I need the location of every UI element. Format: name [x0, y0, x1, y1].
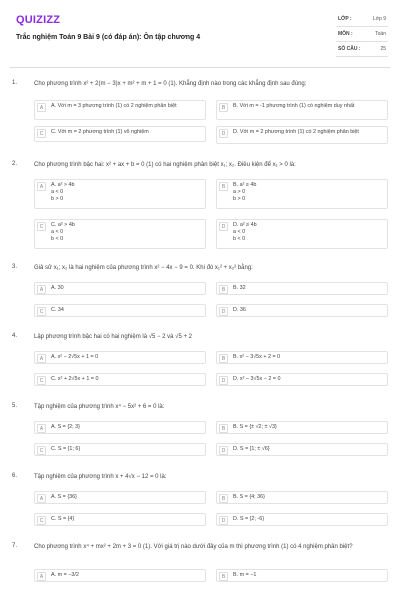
option-c[interactable] — [34, 126, 206, 142]
option-a[interactable] — [34, 421, 206, 434]
option-letter: D — [219, 516, 228, 525]
meta-value: Lớp 9 — [372, 16, 386, 22]
meta-key: MÔN : — [338, 31, 353, 37]
option-a[interactable] — [34, 179, 206, 209]
option-letter: A — [37, 494, 46, 503]
question-5 — [12, 403, 390, 459]
option-letter: A — [37, 354, 46, 363]
question-number: 4. — [12, 333, 18, 339]
option-letter: B — [219, 354, 228, 363]
option-letter: C — [37, 376, 46, 385]
option-letter: D — [219, 222, 228, 231]
meta-row-class — [336, 12, 388, 27]
question-2 — [12, 161, 390, 251]
option-text: C. S = {4} — [51, 516, 75, 522]
option-a[interactable] — [34, 282, 206, 295]
meta-key: LỚP : — [338, 16, 352, 22]
page-title: Trắc nghiệm Toán 9 Bài 9 (có đáp án): Ôn tập chương 4 — [16, 34, 201, 41]
question-text: Cho phương trình x⁴ + mx² + 2m + 3 = 0 (1). Với giá trị nào dưới đây của m thì phương trình (1) có 4 nghiệm phân biệt? — [34, 544, 353, 550]
option-text: D. S = {1; ± √6} — [233, 446, 270, 452]
option-text: C. x² + 2√5x + 1 = 0 — [51, 376, 99, 382]
option-b[interactable] — [216, 351, 388, 364]
question-number: 7. — [12, 543, 18, 549]
option-text: B. a² ≥ 4b a > 0 b > 0 — [233, 182, 257, 202]
option-letter: C — [37, 222, 46, 231]
option-text: A. m = −3/2 — [51, 572, 79, 578]
question-6 — [12, 473, 390, 529]
question-text: Tập nghiệm của phương trình x + 4√x − 12 = 0 là: — [34, 474, 167, 480]
option-letter: A — [37, 572, 46, 581]
option-c[interactable] — [34, 443, 206, 456]
meta-value: Toán — [375, 31, 386, 37]
question-number: 3. — [12, 264, 18, 270]
option-text: B. S = {4; 36} — [233, 494, 265, 500]
option-d[interactable] — [216, 304, 388, 317]
option-text: C. Với m = 2 phương trình (1) vô nghiệm — [51, 129, 149, 135]
question-text: Lập phương trình bậc hai có hai nghiệm là √5 − 2 và √5 + 2 — [34, 334, 192, 340]
question-text: Tập nghiệm của phương trình x⁴ − 5x² + 6 = 0 là: — [34, 404, 165, 410]
option-text: B. Với m = -1 phương trình (1) có nghiệm duy nhất — [233, 103, 355, 109]
option-text: A. x² − 2√5x + 1 = 0 — [51, 354, 99, 360]
quizizz-logo: QUIZIZZ — [16, 14, 61, 26]
meta-value: 25 — [380, 46, 386, 52]
option-text: C. a² > 4b a < 0 b < 0 — [51, 222, 75, 242]
option-letter: D — [219, 129, 228, 138]
question-number: 2. — [12, 161, 18, 167]
option-d[interactable] — [216, 373, 388, 386]
option-letter: C — [37, 129, 46, 138]
meta-row-subject — [336, 27, 388, 42]
option-a[interactable] — [34, 569, 206, 582]
question-3 — [12, 264, 390, 320]
question-text: Cho phương trình x² + 2(m − 3)x + m² + m + 1 = 0 (1). Khẳng định nào trong các khẳng định sau đúng: — [34, 81, 307, 87]
option-letter: D — [219, 446, 228, 455]
option-letter: D — [219, 376, 228, 385]
option-letter: A — [37, 285, 46, 294]
worksheet-header — [10, 8, 390, 66]
question-4 — [12, 333, 390, 389]
option-a[interactable] — [34, 491, 206, 504]
option-d[interactable] — [216, 513, 388, 526]
option-text: B. m = −1 — [233, 572, 257, 578]
option-text: C. S = {1; 6} — [51, 446, 81, 452]
option-text: B. 32 — [233, 285, 246, 291]
option-text: A. S = {36} — [51, 494, 77, 500]
option-text: D. x² − 3√5x − 2 = 0 — [233, 376, 281, 382]
option-letter: A — [37, 424, 46, 433]
option-text: A. S = {2; 3} — [51, 424, 80, 430]
meta-row-count — [336, 42, 388, 57]
option-text: A. Với m = 3 phương trình (1) có 2 nghiệm phân biệt — [51, 103, 177, 109]
option-letter: A — [37, 103, 46, 112]
option-text: A. a² > 4b a < 0 b > 0 — [51, 182, 75, 202]
option-letter: B — [219, 285, 228, 294]
option-b[interactable] — [216, 100, 388, 120]
option-a[interactable] — [34, 100, 206, 120]
option-text: C. 34 — [51, 307, 64, 313]
option-text: A. 30 — [51, 285, 64, 291]
question-1 — [12, 80, 390, 140]
question-7 — [12, 543, 390, 593]
question-number: 6. — [12, 473, 18, 479]
option-letter: C — [37, 446, 46, 455]
option-letter: B — [219, 572, 228, 581]
question-number: 1. — [12, 80, 18, 86]
option-text: D. 36 — [233, 307, 246, 313]
option-b[interactable] — [216, 421, 388, 434]
option-text: D. S = {2; -6} — [233, 516, 265, 522]
option-letter: A — [37, 182, 46, 191]
option-b[interactable] — [216, 179, 388, 209]
option-d[interactable] — [216, 443, 388, 456]
option-a[interactable] — [34, 351, 206, 364]
question-number: 5. — [12, 403, 18, 409]
option-d[interactable] — [216, 219, 388, 249]
option-c[interactable] — [34, 373, 206, 386]
option-d[interactable] — [216, 126, 388, 144]
option-text: B. S = {± √2; ± √3} — [233, 424, 277, 430]
option-c[interactable] — [34, 513, 206, 526]
option-letter: B — [219, 424, 228, 433]
option-letter: B — [219, 103, 228, 112]
option-letter: C — [37, 516, 46, 525]
option-text: B. x² − 3√5x + 2 = 0 — [233, 354, 281, 360]
option-letter: B — [219, 182, 228, 191]
option-b[interactable] — [216, 282, 388, 295]
option-c[interactable] — [34, 304, 206, 317]
option-b[interactable] — [216, 569, 388, 582]
meta-key: SỐ CÂU : — [338, 46, 361, 52]
option-text: D. Với m = 2 phương trình (1) có 2 nghiệm phân biệt — [233, 129, 359, 135]
option-letter: C — [37, 307, 46, 316]
option-letter: B — [219, 494, 228, 503]
option-b[interactable] — [216, 491, 388, 504]
option-text: D. a² ≥ 4b a < 0 b < 0 — [233, 222, 257, 242]
option-letter: D — [219, 307, 228, 316]
meta-table — [336, 12, 388, 57]
question-text: Giả sử x₁; x₂ là hai nghiệm của phương trình x² − 4x − 9 = 0. Khi đó x₁² + x₂² bằng: — [34, 265, 253, 271]
question-text: Cho phương trình bậc hai: x² + ax + b = 0 (1) có hai nghiệm phân biệt x₁; x₂. Điều kiện để x₁ > 0 là: — [34, 162, 296, 168]
header-divider — [10, 67, 390, 68]
option-c[interactable] — [34, 219, 206, 249]
